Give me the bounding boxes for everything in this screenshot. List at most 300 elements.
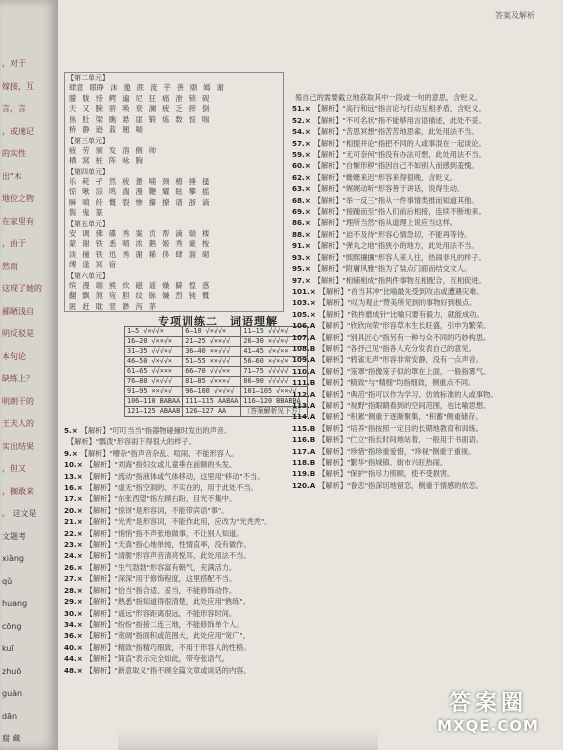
entry-text: 【解析】"高行和远"指言论与行动互相矛盾，含贬义。 [313, 104, 486, 114]
entry-number: 22.× [64, 528, 83, 538]
explanation-entry [292, 240, 554, 251]
entry-number: 52.× [292, 115, 311, 125]
entry-text: 【解析】"苦思冥想"指苦苦地思索，此处用法不当。 [313, 127, 479, 137]
vocabulary-char: 数 [175, 114, 183, 124]
vocabulary-char: 沫 [110, 83, 118, 92]
vocabulary-char: 遍 [122, 93, 130, 103]
entry-text: 【解析】"各抒己见"指各人充分发表自己的意见。 [318, 343, 476, 353]
vocabulary-char: 哺 [148, 176, 157, 186]
entry-number: 120.A [292, 480, 316, 490]
entry-number: 40.× [64, 642, 83, 652]
vocabulary-char: 撩 [162, 197, 170, 207]
vocabulary-row [69, 250, 283, 261]
vocabulary-char: 缚 [69, 260, 77, 269]
vocabulary-char: 冥 [95, 260, 103, 269]
vocabulary-row [69, 187, 283, 198]
vocabulary-char: 焦 [69, 114, 77, 124]
entry-number: 118.B [292, 458, 316, 467]
vocabulary-char: 嫌 [162, 291, 170, 300]
entry-text: 【解析】"视野"指眼睛看到的空间范围，也比喻思想。 [318, 400, 491, 410]
answer-cell: 61—65 √√××× [125, 367, 183, 377]
explanation-entry [64, 436, 288, 447]
left-page-fragment: dān [2, 711, 18, 721]
explanation-entry [292, 286, 554, 297]
explanation-entry [64, 539, 288, 550]
vocabulary-char: 调 [82, 228, 90, 238]
entry-text: 【解析】"弹丸之地"指狭小的地方，此处用法不当。 [313, 241, 479, 251]
vocabulary-char: 瞧 [108, 114, 117, 124]
entry-number: 95.× [292, 264, 311, 274]
answer-row [125, 387, 308, 397]
vocabulary-char: 滴 [201, 197, 210, 207]
explanation-entry [64, 653, 288, 664]
vocabulary-char: 蒙 [69, 239, 77, 248]
vocabulary-char: 眼睁 [89, 83, 105, 92]
entry-number: 91.× [292, 241, 311, 251]
entry-text: 殖自己的需要截立地获取其中一段或一句的意思，含贬义。 [295, 93, 482, 102]
entry-text: 【解析】"宽阔"指面积或范围大，此处应用"宽广"。 [85, 631, 250, 641]
vocabulary-char: 安 [69, 228, 77, 238]
vocabulary-char: 瞬 [69, 197, 77, 207]
entry-text: 【解析】"深深"用于修饰程度，这里搭配不当。 [85, 574, 237, 584]
entry-number: 51.× [292, 104, 311, 114]
explanation-entry [292, 275, 554, 286]
vocabulary-char: 滴 [175, 228, 183, 238]
answer-cell: 41—45 √×√×× [241, 347, 307, 357]
entry-number: 54.× [292, 127, 311, 137]
vocabulary-char: 谱 [175, 197, 183, 207]
entry-text: 【解析】"嘈杂"指声音杂乱、喧闹，不能形容人。 [80, 448, 239, 458]
vocabulary-row [69, 260, 283, 271]
entry-number: 101.× [292, 286, 316, 296]
entry-number: 44.× [64, 654, 83, 664]
vocabulary-char: 眩 [175, 187, 183, 196]
vocabulary-char: 天 [69, 104, 77, 113]
vocabulary-char: 楼 [201, 228, 210, 238]
vocabulary-char: 燥 [162, 280, 170, 290]
explanation-entry [292, 400, 554, 411]
explanation-entry [64, 516, 288, 527]
vocabulary-char: 窝 [82, 156, 90, 165]
vocabulary-row [69, 302, 283, 313]
entry-text: 【解析】"天真"指心地单纯，性情直率，没有做作。 [85, 540, 251, 550]
vocabulary-char: 钝 [188, 291, 196, 300]
vocabulary-char: 静 [82, 125, 90, 134]
answer-cell: 36—40 ××√√√ [183, 347, 241, 357]
entry-number: 60.× [292, 161, 311, 171]
vocabulary-row [69, 125, 283, 136]
vocabulary-char: 邀 [123, 83, 131, 92]
watermark-logo [433, 686, 543, 735]
vocabulary-char: 攀 [188, 187, 196, 196]
entry-text: 【解析】"熟悉"指知道得很清楚，此处应用"熟练"。 [85, 597, 250, 607]
vocabulary-char: 悬 [122, 114, 130, 124]
explanation-entry [292, 354, 554, 365]
vocabulary-char: 碟 [108, 228, 117, 238]
entry-text: 【解析】"精致"与"精细"均指细致，侧重点不同。 [318, 378, 476, 388]
entry-number: 27.× [64, 574, 83, 584]
vocabulary-char: 锻 [148, 114, 157, 124]
left-page-fragment: ，但又 [2, 464, 26, 473]
answer-cell: 116—120 BBABBA [241, 397, 307, 407]
explanation-entry [292, 377, 554, 388]
vocabulary-row [69, 281, 283, 292]
entry-number: 34.× [64, 619, 83, 629]
entry-text: 【解析】"熙熙攘攘"形容人来人往，热闹非凡的样子。 [313, 252, 486, 262]
entry-number: 119.B [292, 469, 316, 479]
vocabulary-char: 佛 [95, 228, 103, 238]
vocabulary-char: 搔 [201, 176, 210, 186]
vocabulary-char: 衰 [135, 104, 143, 113]
vocabulary-char: 肆意 [69, 83, 84, 92]
entries-left-column [64, 425, 288, 676]
vocabulary-char: 熊 [108, 280, 117, 290]
explanation-entry [292, 126, 554, 137]
entry-number: 88.× [292, 229, 311, 239]
vocabulary-char: 蔗 [136, 83, 145, 92]
entry-text: 【解析】"恰当"指合适、妥当，不能修饰动作。 [85, 585, 237, 595]
explanation-entry [292, 229, 554, 240]
entry-number: 97.× [292, 275, 311, 285]
entry-number: 110.A [292, 366, 316, 376]
entry-text: 【解析】"举一反三"指从一件事情类推而知道其他。 [313, 195, 479, 205]
answer-cell: 121—125 ABAAB [125, 407, 183, 417]
vocabulary-char: 颐 [189, 83, 198, 92]
vocabulary-char: 秀 [175, 239, 183, 248]
entry-number: 9.× [64, 448, 78, 458]
vocabulary-row [69, 177, 283, 188]
vocabulary-char: 泄 [175, 93, 183, 103]
entry-number: 62.× [292, 172, 311, 182]
section-title: 专项训练二 词语理解 [158, 315, 278, 328]
running-head: 答案及解析 [495, 11, 535, 20]
vocabulary-char: 耀 [162, 187, 170, 196]
vocabulary-char: 裂 [122, 197, 130, 207]
answer-row [125, 357, 308, 367]
entry-number: 117.A [292, 446, 316, 456]
entry-text: 【解析】"生气勃勃"形容富有朝气，充满活力。 [85, 562, 237, 572]
vocabulary-char: 砚 [201, 93, 210, 103]
vocabulary-char: 惫 [135, 176, 143, 186]
vocabulary-char: 铁 [95, 239, 103, 248]
entry-text: 【解析】"笼罩"指像笼子似的罩在上面，一般指雾气。 [318, 366, 491, 376]
entry-number: 63.× [292, 184, 311, 194]
entry-number: 13.× [64, 471, 83, 481]
vocabulary-char: 慨 [108, 197, 117, 207]
vocabulary-char: 豪 [188, 239, 196, 248]
vocabulary-char: 磁 [135, 280, 143, 290]
vocabulary-char: 疲 [69, 145, 77, 155]
entry-text: 【解析】"首当其冲"比喻最先受到攻击或遭遇灾难。 [318, 286, 484, 296]
entries-right-column [292, 92, 554, 491]
entry-text: 【解析】"理所当然"指从道理上说应当这样。 [313, 218, 457, 228]
explanation-entry [292, 446, 554, 457]
entry-text: 【解析】"惊讶"是形容词，不能带宾语"事"。 [85, 505, 229, 515]
vocabulary-char: 尼 [135, 93, 143, 103]
vocabulary-char: 烈 [175, 291, 183, 300]
entry-text: 【解析】"姗姗来迟"形容来得很晚，含贬义。 [313, 172, 457, 182]
vocabulary-char: 脉 [148, 291, 157, 300]
left-page-fragment: xiàng [2, 554, 25, 563]
vocabulary-char: 然 [108, 176, 117, 186]
vocabulary-char: 泻 [135, 301, 143, 311]
entry-number: 113.A [292, 400, 316, 410]
vocabulary-row [69, 156, 283, 167]
left-page-fragment: guàn [2, 689, 23, 698]
answer-cell: 51—55 ××√√√ [183, 357, 241, 367]
answer-cell: 106—110 BABAA [125, 397, 183, 407]
explanation-entry [292, 92, 554, 103]
explanation-entry [292, 115, 554, 126]
page-bottom-shadow [118, 730, 378, 750]
vocabulary-char: 肚 [82, 114, 90, 124]
vocabulary-char: 梭 [201, 239, 210, 248]
vocabulary-char: 漫 [135, 187, 143, 196]
vocabulary-char: 朦 [69, 93, 77, 103]
vocabulary-char: 乏 [175, 104, 183, 113]
entry-number: 69.× [292, 207, 311, 217]
answer-cell: 86—90 √√√√√ [241, 377, 307, 387]
entry-number: 116.B [292, 435, 316, 445]
left-page-fragment: kuī [2, 644, 14, 653]
vocabulary-row [69, 83, 283, 94]
vocabulary-char: 炊 [122, 280, 130, 290]
entry-number: 16.× [64, 483, 83, 493]
entry-text: 【解析】"精致"指精巧细致，不用于形容人的性格。 [85, 642, 251, 652]
entry-text: 【解析】"别具匠心"指另有一种与众不同的巧妙构思。 [318, 332, 491, 342]
unit-title: 【第五单元】 [67, 219, 109, 228]
explanation-entry [64, 562, 288, 573]
answer-cell: （答案解析见下方） [241, 407, 307, 417]
explanation-entry [64, 425, 288, 436]
vocabulary-char: 喘 [201, 114, 210, 124]
entry-number: 108.B [292, 343, 316, 353]
entry-text: 【解析】"叹为观止"赞美所见到的事物好到极点。 [318, 298, 477, 308]
left-page-fragment: ，搁敢来 [2, 486, 34, 496]
explanation-entry [64, 630, 288, 641]
vocabulary-char: 痛 [162, 93, 170, 103]
answer-row [125, 377, 308, 387]
vocabulary-char: 砌 [201, 249, 210, 259]
left-page-fragment: 鄙陋浅自 [2, 306, 34, 316]
vocabulary-char: 谢 [82, 239, 90, 248]
left-page-fragment: 然而 [2, 261, 18, 271]
entry-number: 30.× [64, 608, 83, 618]
unit-title: 【第六单元】 [67, 271, 109, 280]
explanation-entry [292, 183, 554, 194]
vocabulary-char: 翘 [122, 125, 130, 134]
entry-text: 【解析】"伫立"指长时间地站着，一般用于书面语。 [318, 435, 483, 445]
vocabulary-char: 秀 [122, 228, 130, 238]
explanation-entry [292, 206, 554, 217]
watermark-title: 答案圈 [448, 691, 527, 716]
vocabulary-char: 匿 [69, 301, 77, 311]
entry-text: 【解析】"积累"侧重于逐渐聚集，"积蓄"侧重储存。 [318, 412, 483, 422]
explanation-entry [64, 459, 288, 470]
vocabulary-char: 摇 [201, 187, 210, 196]
answer-cell: 76—80 √×√√√ [125, 377, 183, 387]
vocabulary-char: 鳄 [108, 93, 117, 103]
entry-number: 29.× [64, 597, 83, 607]
entry-number: 115.B [292, 423, 316, 433]
vocabulary-char: 劳 [82, 145, 90, 155]
vocabulary-char: 疲 [162, 104, 170, 113]
left-page-fragment: 嫁接，互 [2, 81, 34, 91]
left-page-fragment: huang [2, 599, 28, 608]
vocabulary-char: 桥 [69, 125, 77, 134]
entry-number: 28.× [64, 585, 83, 595]
vocabulary-row [69, 198, 283, 209]
answer-cell: 111—115 AABAA [183, 397, 241, 407]
vocabulary-char: 竖 [108, 301, 117, 311]
left-page-fragment: 缺练上？ [2, 374, 34, 383]
entry-text: 【解析】"保护"指尽力照顾，使不受损害。 [318, 469, 455, 479]
entry-text: 【解析】"刘海"指妇女或儿童垂在前额的头发。 [85, 460, 237, 470]
entry-text: 【解析】"接踵而至"指人们前后相接，连续不断地来。 [313, 207, 486, 217]
explanation-entry [292, 411, 554, 422]
answer-cell: 126—127 AA [183, 407, 241, 417]
vocabulary-char: 缤 [69, 280, 77, 290]
vocabulary-char: 惶 [188, 280, 196, 290]
explanation-entry [292, 149, 554, 160]
vocabulary-char: 溜 [188, 249, 196, 259]
vocabulary-char: 僻 [175, 280, 183, 290]
vocabulary-char: 纤 [95, 197, 103, 207]
vocabulary-char: 炼 [162, 114, 170, 124]
entry-text: 【解析】"自惭形秽"指因自己不如别人而感到羞愧。 [313, 161, 479, 171]
entry-number: 105.× [292, 309, 316, 319]
entry-text: 【解析】"相辅相成"指两件事物互相配合，互相促进。 [313, 275, 486, 285]
vocabulary-char: 姬 [162, 239, 170, 248]
entry-number: 20.× [64, 505, 83, 515]
vocabulary-char: 鬼 [82, 208, 90, 217]
entry-number: 23.× [64, 540, 83, 550]
entry-text: 【解析】"培养"指按照一定目的长期地教育和训练。 [318, 423, 483, 433]
vocabulary-char: 孑 [95, 176, 103, 186]
vocabulary-char: 又 [82, 104, 90, 113]
vocabulary-char: 淡 [69, 249, 77, 259]
vocabulary-char: 迅 [108, 249, 117, 259]
vocabulary-char: 逊 [95, 125, 103, 134]
left-page-fragment: 文题考 [2, 531, 26, 541]
vocabulary-char: 翻 [69, 291, 77, 300]
vocabulary-char: 纹 [135, 291, 143, 300]
entry-text: 【解析】"迫不及待"形容心情急切，不能再等待。 [313, 229, 472, 239]
answer-row [125, 397, 308, 407]
entry-number: 86.× [292, 218, 311, 228]
entry-text: 【解析】"附庸风雅"指为了装点门面而结交文人。 [313, 264, 472, 274]
vocabulary-char: 飘 [82, 291, 90, 300]
vocabulary-char: 铁 [95, 249, 103, 259]
explanation-entry [292, 320, 554, 331]
vocabulary-char: 鬓 [69, 208, 77, 217]
entry-number: 17.× [64, 494, 83, 504]
vocabulary-box [64, 72, 284, 312]
vocabulary-char: 桩 [95, 156, 103, 165]
explanation-entry [64, 585, 288, 596]
entry-text: 【解析】"东张西望"指左顾右盼，目光不集中。 [85, 494, 237, 504]
entry-text: 【解析】"欣欣向荣"形容草木生长旺盛，引申为繁荣。 [318, 321, 491, 331]
entry-text: 【解析】"典范"指可以作为学习、仿效标准的人或事物。 [318, 389, 498, 399]
explanation-entry [292, 297, 554, 308]
explanation-entry [64, 505, 288, 516]
explanation-entry [292, 434, 554, 445]
entry-number: 112.A [292, 389, 316, 399]
watermark-url: MXQE.COM [437, 717, 539, 735]
vocabulary-char: 胸 [135, 156, 143, 165]
vocabulary-char: 帮 [162, 228, 170, 238]
explanation-entry [292, 332, 554, 343]
vocabulary-char: 恃 [95, 93, 103, 103]
left-page-fragment: 地位之物 [2, 194, 34, 203]
explanation-entry [292, 389, 554, 400]
vocabulary-char: 栖 [69, 156, 77, 165]
left-page-fragment: 本句论 [2, 351, 26, 361]
vocabulary-char: 撞 [82, 249, 90, 259]
entry-number: 106.A [292, 321, 316, 331]
vocabulary-char: 咏 [122, 156, 130, 165]
vocabulary-char: 鸣 [108, 187, 117, 196]
vocabulary-char: 侈 [162, 249, 170, 259]
entry-text: 【解析】"纷纷"指接二连三地，不能修饰单个人。 [85, 619, 244, 629]
vocabulary-char: 喘 [135, 125, 143, 134]
unit-title: 【第四单元】 [67, 167, 109, 176]
entry-text: 【解析】"不可名状"指不能够用言语描述，此处不妥。 [313, 115, 486, 125]
vocabulary-char: 茅 [148, 301, 157, 311]
explanation-entry [292, 468, 554, 479]
explanation-entry [292, 160, 554, 171]
vocabulary-char: 颈 [162, 176, 170, 186]
explanation-entry [292, 252, 554, 263]
entry-text: 【解析】"清脆"形容声音清亮悦耳，此处用法不当。 [85, 551, 251, 561]
answer-cell: 66—70 √√√×× [183, 367, 241, 377]
explanation-entry [292, 480, 554, 491]
vocabulary-char: 澜 [148, 104, 157, 113]
entry-number: 111.B [292, 378, 316, 388]
vocabulary-char: 崖 [135, 114, 143, 124]
vocabulary-char: 梁 [95, 114, 103, 124]
vocabulary-char: 颁 [95, 145, 103, 155]
vocabulary-row [69, 115, 283, 126]
entry-text: 【解析】"简直"表示完全如此，带夸张语气。 [85, 654, 229, 664]
left-page-fragment: 。 这文是 [2, 509, 37, 518]
vocabulary-row [69, 104, 283, 115]
vocabulary-char: 腕 [95, 104, 103, 113]
explanation-entry [64, 482, 288, 493]
answer-cell: 11—15 √√√×√ [241, 327, 307, 337]
answer-cell: 71—75 √√√√√ [241, 367, 307, 377]
explanation-entry [64, 471, 288, 482]
explanation-entry [64, 528, 288, 539]
vocabulary-char: 逢 [82, 260, 90, 269]
vocabulary-char: 淙 [95, 187, 103, 196]
vocabulary-char: 善 [176, 83, 184, 92]
left-page-fragment: 腐 藏 [2, 734, 21, 743]
vocabulary-char: 慨 [201, 291, 210, 300]
explanation-entry [64, 665, 288, 676]
vocabulary-char: 骄 [108, 104, 117, 113]
vocabulary-row [69, 239, 283, 250]
left-page-edge [0, 0, 58, 750]
entry-text: 【解析】"流动"指液体或气体移动，这里用"移动"不当。 [85, 471, 265, 481]
left-page-fragment: 这现了她的 [2, 284, 42, 293]
answer-cell: 16—20 √××√× [125, 337, 183, 347]
vocabulary-char: 乐 [69, 176, 77, 186]
entry-text: 【解析】"遥远"形容距离很远，不能形容时间。 [85, 608, 237, 618]
explanation-entry [292, 217, 554, 228]
answer-cell: 56—60 ×√×√× [241, 357, 307, 367]
explanation-entry [64, 550, 288, 561]
